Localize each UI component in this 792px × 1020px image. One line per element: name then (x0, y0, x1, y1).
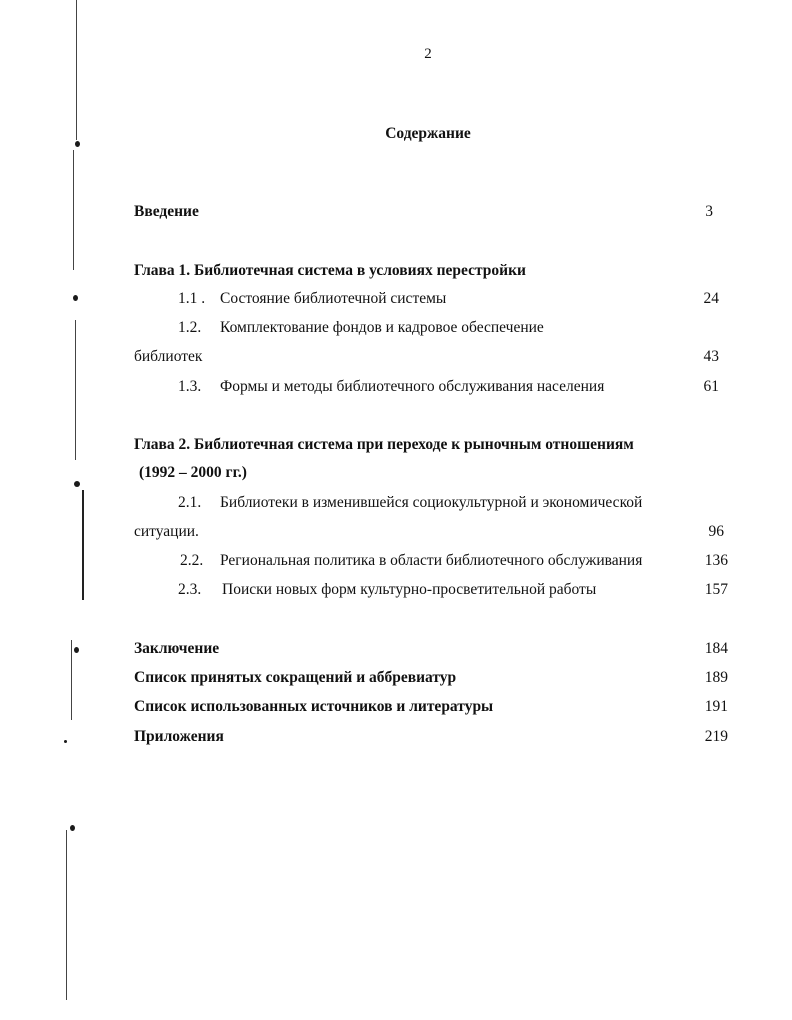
toc-appendix-page: 219 (704, 728, 728, 745)
toc-1-2-num: 1.2. (178, 319, 202, 336)
toc-2-2-label: Региональная политика в области библиотечного обслуживания (220, 552, 643, 569)
toc-chapter-2-years: (1992 – 2000 гг.) (139, 464, 247, 481)
toc-1-2-cont: библиотек (134, 348, 203, 365)
toc-conclusion-page: 184 (704, 640, 728, 657)
page-number: 2 (424, 46, 432, 62)
toc-title: Содержание (385, 125, 471, 142)
toc-sources-page: 191 (704, 698, 728, 715)
toc-sources-label: Список использованных источников и литературы (134, 698, 494, 715)
toc-intro-label: Введение (134, 203, 199, 220)
toc-2-1-num: 2.1. (178, 494, 202, 511)
toc-2-1-page: 96 (708, 523, 724, 540)
toc-conclusion-label: Заключение (134, 640, 220, 657)
toc-1-1-num: 1.1 . (178, 290, 206, 307)
toc-abbreviations-page: 189 (704, 669, 728, 686)
toc-1-3-page: 61 (703, 378, 719, 395)
toc-abbreviations-label: Список принятых сокращений и аббревиатур (134, 669, 457, 686)
toc-chapter-2-label: Глава 2. Библиотечная система при переходе к рыночным отношениям (134, 436, 634, 453)
toc-2-2-page: 136 (704, 552, 728, 569)
toc-1-1-label: Состояние библиотечной системы (220, 290, 447, 307)
toc-1-3-num: 1.3. (178, 378, 202, 395)
toc-2-3-label: Поиски новых форм культурно-просветительной работы (222, 581, 597, 598)
toc-2-3-num: 2.3. (178, 581, 202, 598)
toc-intro-page: 3 (705, 203, 713, 220)
toc-2-1-cont: ситуации. (134, 523, 199, 540)
toc-2-1-label: Библиотеки в изменившейся социокультурной и экономической (220, 494, 643, 511)
toc-1-2-page: 43 (703, 348, 719, 365)
toc-appendix-label: Приложения (134, 728, 224, 745)
toc-1-1-page: 24 (703, 290, 719, 307)
toc-chapter-1-label: Глава 1. Библиотечная система в условиях перестройки (134, 262, 526, 279)
toc-1-2-label: Комплектование фондов и кадровое обеспечение (220, 319, 544, 336)
toc-2-2-num: 2.2. (180, 552, 204, 569)
toc-2-3-page: 157 (704, 581, 728, 598)
toc-1-3-label: Формы и методы библиотечного обслуживания населения (220, 378, 605, 395)
